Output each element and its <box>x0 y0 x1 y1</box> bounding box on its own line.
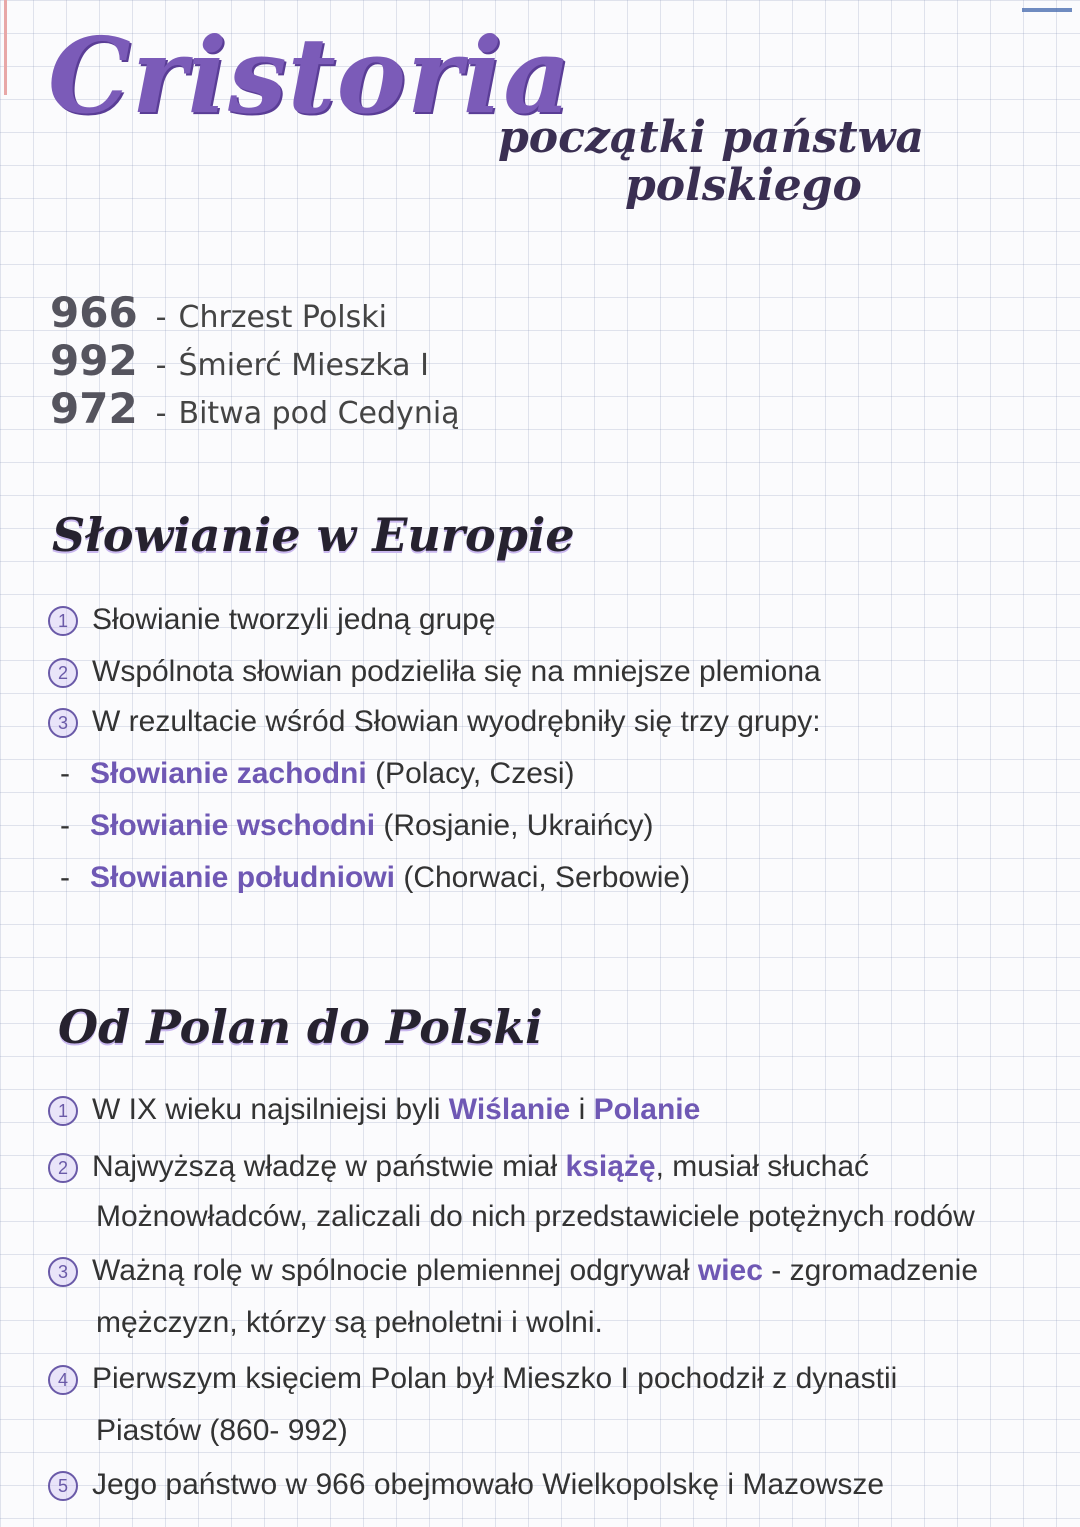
group-name: Słowianie południowi <box>90 861 395 894</box>
item-text: , musiał słuchać <box>655 1150 870 1183</box>
dash: - <box>155 396 167 431</box>
corner-mark <box>1022 8 1072 12</box>
section-heading-slavs: Słowianie w Europie <box>52 508 575 562</box>
item-number: 2 <box>48 658 78 688</box>
item-number: 3 <box>48 708 78 738</box>
list-item <box>48 1150 869 1184</box>
date-entry <box>50 384 460 433</box>
list-item <box>48 655 821 689</box>
list-item <box>48 705 821 739</box>
dash: - <box>155 300 167 335</box>
item-continuation: Możnowładców, zaliczali do nich przedstawiciele potężnych rodów <box>96 1200 975 1233</box>
item-continuation: mężczyzn, którzy są pełnoletni i wolni. <box>96 1306 603 1339</box>
item-text: Ważną rolę w spólnocie plemiennej odgrywał <box>92 1254 690 1287</box>
list-item <box>48 1093 700 1127</box>
group-item <box>60 861 690 895</box>
item-text: Jego państwo w 966 obejmowało Wielkopolskę i Mazowsze <box>92 1468 885 1501</box>
subtitle-line-1: początki państwa <box>498 112 924 163</box>
item-number: 2 <box>48 1153 78 1183</box>
item-text: W IX wieku najsilniejsi byli <box>92 1093 441 1126</box>
group-detail: (Chorwaci, Serbowie) <box>403 861 691 894</box>
subtitle-line-2: polskiego <box>625 160 862 211</box>
notebook-margin-line <box>4 0 7 95</box>
date-entry <box>50 336 429 385</box>
page-title: Cristoria <box>48 14 572 137</box>
section-heading-polans: Od Polan do Polski <box>58 1000 543 1054</box>
date-year: 966 <box>50 288 138 337</box>
item-number: 5 <box>48 1471 78 1501</box>
item-continuation: Piastów (860- 992) <box>96 1414 348 1447</box>
dash: - <box>155 348 167 383</box>
highlight-term: wiec <box>697 1254 763 1287</box>
date-entry <box>50 288 387 337</box>
list-item <box>48 1254 978 1288</box>
date-event: Chrzest Polski <box>178 300 387 335</box>
item-text: i <box>578 1093 586 1126</box>
group-detail: (Rosjanie, Ukraińcy) <box>383 809 654 842</box>
item-number: 1 <box>48 606 78 636</box>
date-event: Bitwa pod Cedynią <box>178 396 460 431</box>
date-event: Śmierć Mieszka I <box>178 348 429 383</box>
list-item <box>48 1468 884 1502</box>
group-name: Słowianie wschodni <box>90 809 376 842</box>
bullet: - <box>60 809 70 842</box>
item-text: W rezultacie wśród Słowian wyodrębniły się trzy grupy: <box>92 705 821 738</box>
highlight-term: Wiślanie <box>448 1093 571 1126</box>
group-name: Słowianie zachodni <box>90 757 367 790</box>
item-text: Wspólnota słowian podzieliła się na mniejsze plemiona <box>92 655 821 688</box>
group-detail: (Polacy, Czesi) <box>375 757 575 790</box>
bullet: - <box>60 757 70 790</box>
date-year: 972 <box>50 384 138 433</box>
group-item <box>60 757 575 791</box>
item-text: Słowianie tworzyli jedną grupę <box>92 603 496 636</box>
item-text: - zgromadzenie <box>771 1254 979 1287</box>
item-number: 1 <box>48 1096 78 1126</box>
item-number: 4 <box>48 1365 78 1395</box>
list-item <box>48 1362 897 1396</box>
item-number: 3 <box>48 1257 78 1287</box>
bullet: - <box>60 861 70 894</box>
highlight-term: książę <box>565 1150 656 1183</box>
item-text: Pierwszym księciem Polan był Mieszko I pochodził z dynastii <box>92 1362 898 1395</box>
list-item <box>48 603 496 637</box>
group-item <box>60 809 653 843</box>
highlight-term: Polanie <box>593 1093 701 1126</box>
item-text: Najwyższą władzę w państwie miał <box>92 1150 558 1183</box>
date-year: 992 <box>50 336 138 385</box>
